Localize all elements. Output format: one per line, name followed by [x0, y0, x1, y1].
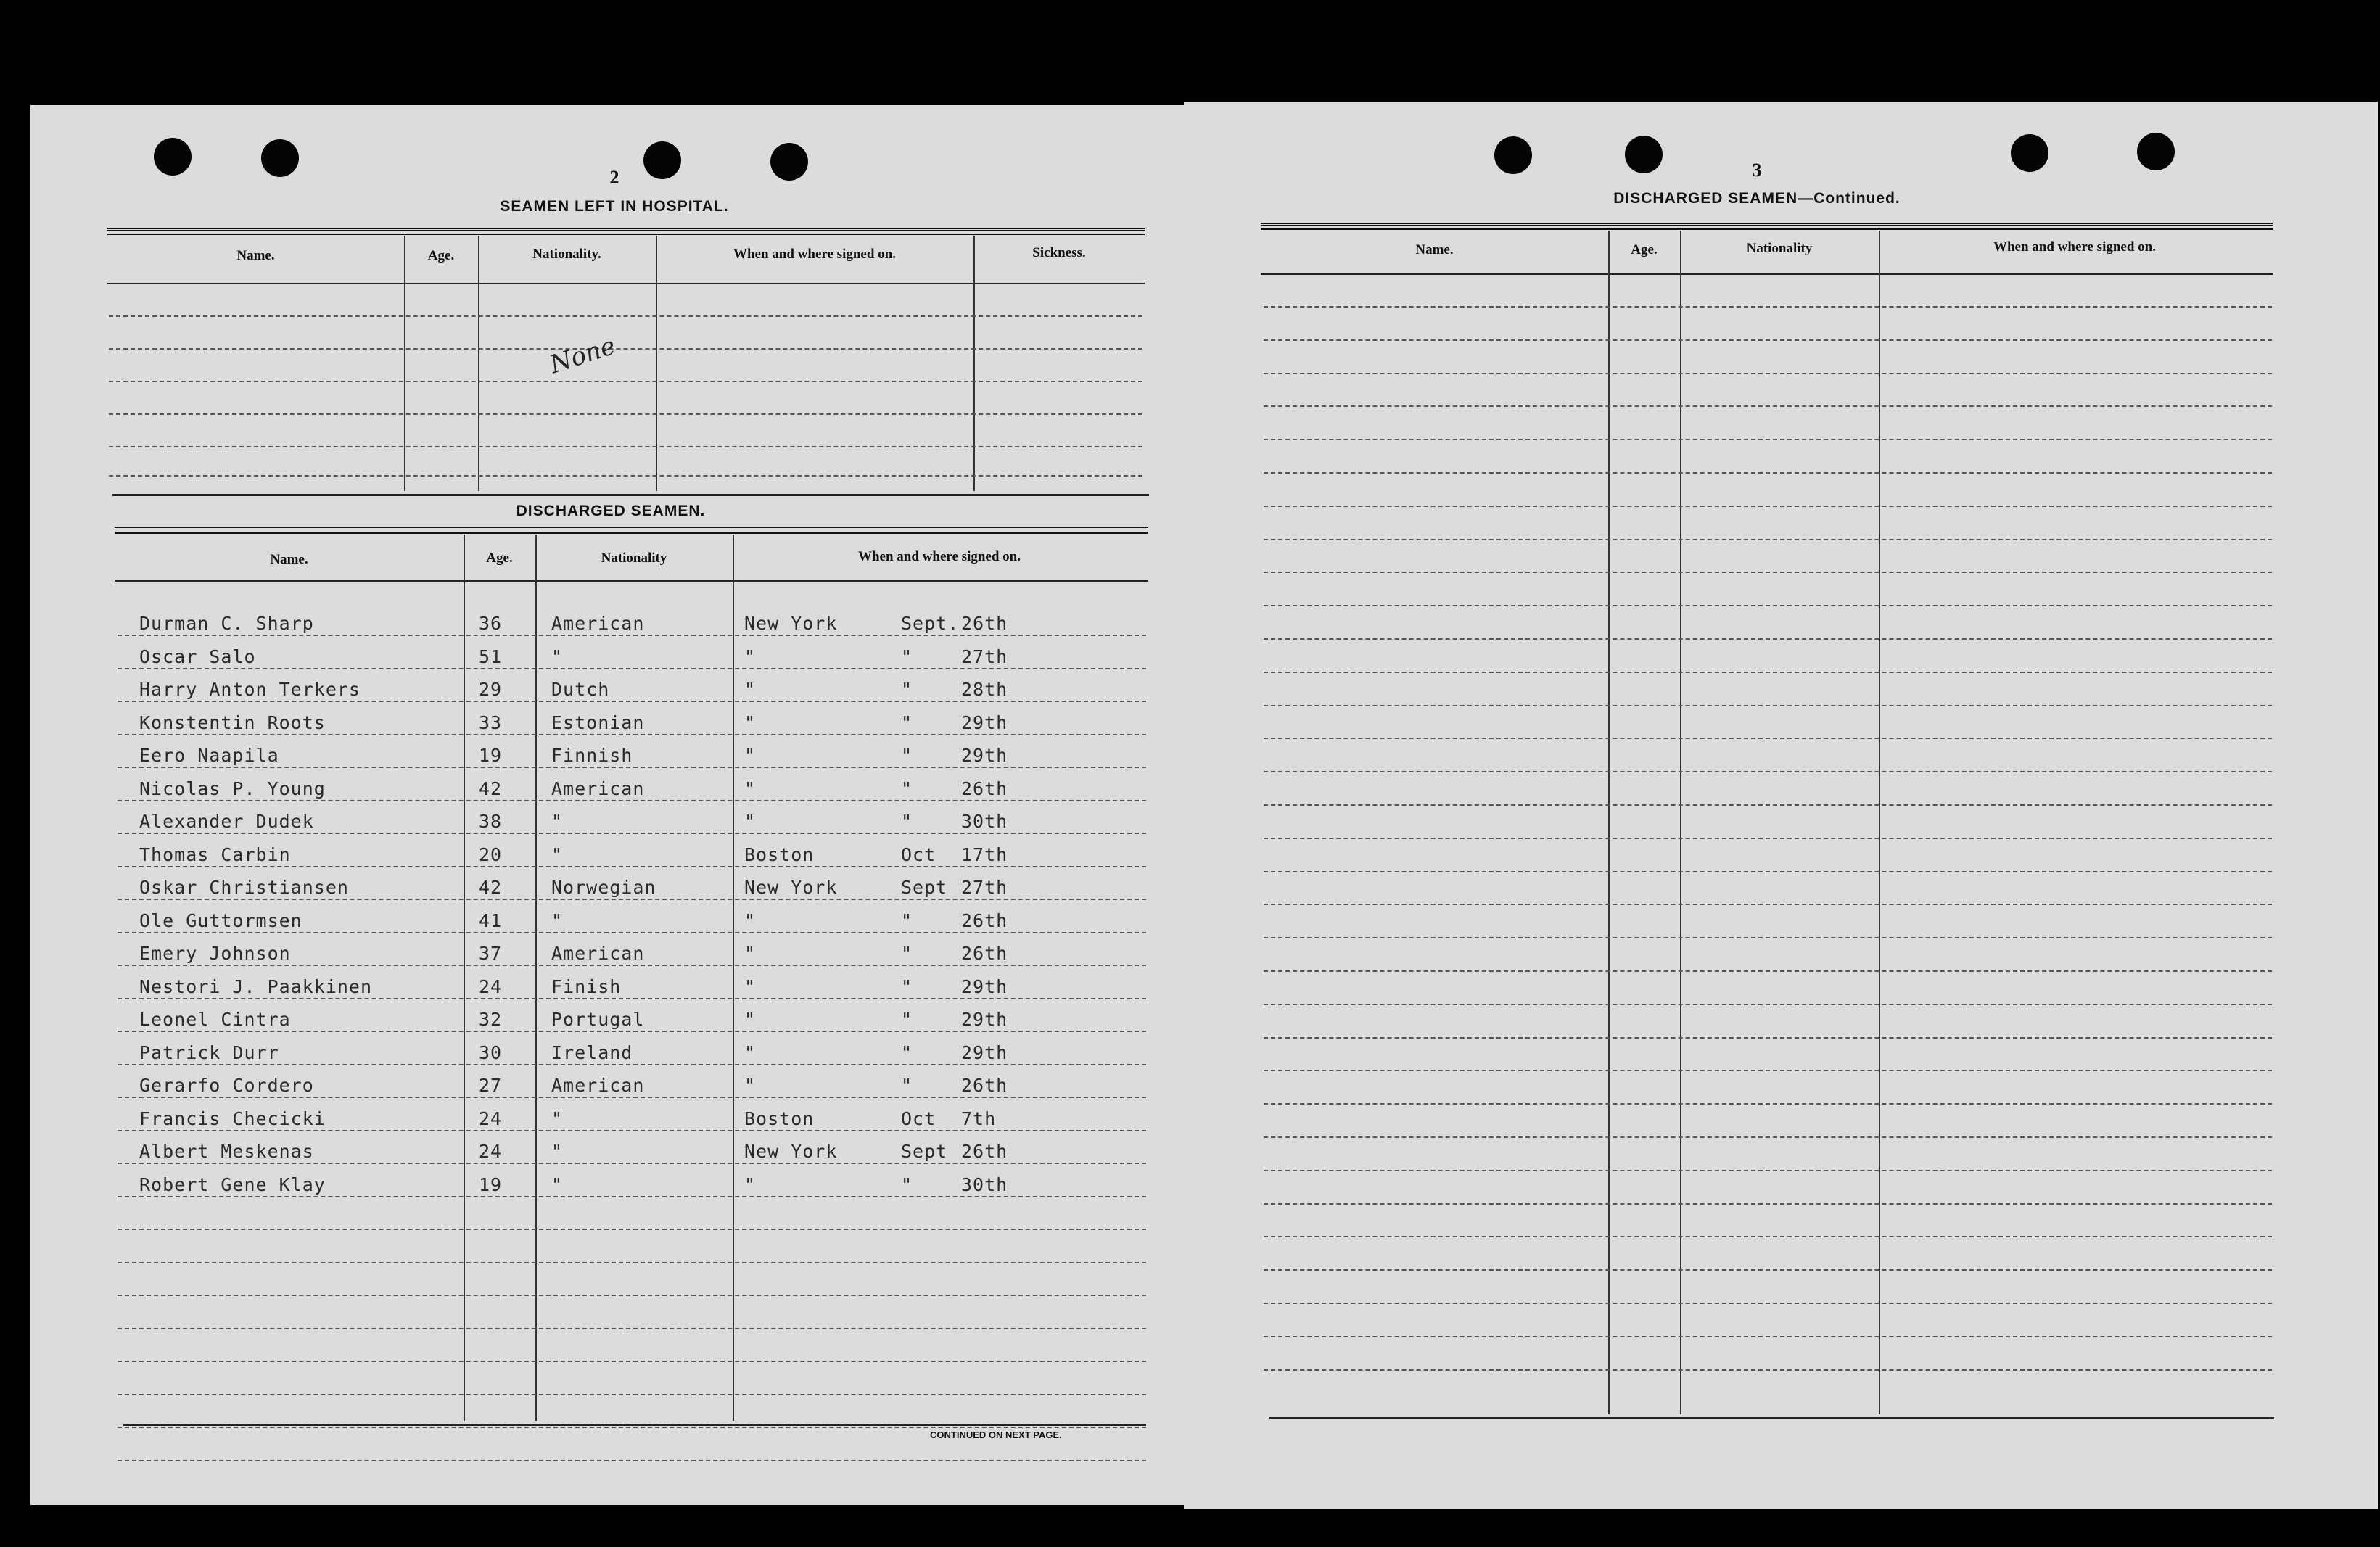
seaman-name: Gerarfo Cordero [139, 1075, 314, 1096]
punch-hole [2137, 133, 2175, 170]
signed-on-place: " [744, 679, 757, 700]
signed-on-month: " [901, 1041, 913, 1063]
signed-on-place: " [744, 777, 757, 799]
punch-hole [2011, 134, 2048, 172]
seaman-name: Ole Guttormsen [139, 909, 302, 931]
signed-on-place: " [744, 943, 757, 964]
row-rule [118, 1097, 1146, 1098]
row-rule [1264, 705, 2272, 706]
col-nationality: Nationality [1746, 241, 1813, 256]
row-rule [1264, 405, 2272, 407]
row-rule [1264, 1369, 2272, 1371]
row-rule [1264, 804, 2272, 806]
row-rule [1264, 937, 2272, 938]
seaman-nationality: " [551, 1173, 564, 1195]
col-name: Name. [236, 248, 275, 263]
row-rule [118, 833, 1146, 834]
signed-on-day: 29th [961, 745, 1008, 766]
page-number: 3 [1752, 160, 1762, 181]
col-name: Name. [1415, 242, 1454, 257]
seaman-name: Konstentin Roots [139, 711, 326, 733]
seaman-nationality: " [551, 909, 564, 931]
signed-on-day: 27th [961, 877, 1008, 898]
row-rule [1264, 306, 2272, 308]
row-rule [118, 1361, 1146, 1362]
signed-on-day: 30th [961, 1173, 1008, 1195]
row-rule [118, 1427, 1146, 1428]
row-rule [118, 767, 1146, 768]
seaman-nationality: American [551, 943, 645, 964]
seaman-nationality: Norwegian [551, 877, 656, 898]
row-rule [1264, 605, 2272, 606]
row-rule [118, 1394, 1146, 1395]
seaman-nationality: Portugal [551, 1009, 645, 1030]
signed-on-month: " [901, 711, 913, 733]
seaman-nationality: " [551, 843, 564, 865]
seaman-age: 38 [479, 811, 503, 832]
signed-on-day: 26th [961, 909, 1008, 931]
right-page [1184, 102, 2378, 1509]
seaman-nationality: American [551, 1075, 645, 1096]
signed-on-place: " [744, 1041, 757, 1063]
signed-on-month: Sept. [901, 613, 960, 634]
row-rule [1264, 638, 2272, 640]
row-rule [118, 1295, 1146, 1296]
seaman-name: Nicolas P. Young [139, 777, 326, 799]
seaman-age: 27 [479, 1075, 503, 1096]
col-age: Age. [427, 248, 455, 263]
signed-on-month: Sept [901, 1141, 948, 1162]
col-nationality: Nationality [601, 550, 667, 566]
row-rule [1264, 1136, 2272, 1138]
seaman-age: 20 [479, 843, 503, 865]
signed-on-month: " [901, 1009, 913, 1030]
row-rule [1264, 1103, 2272, 1105]
signed-on-month: Oct [901, 843, 936, 865]
seaman-nationality: American [551, 613, 645, 634]
seaman-age: 42 [479, 877, 503, 898]
punch-hole [770, 143, 808, 181]
row-rule [1264, 1336, 2272, 1337]
col-name: Name. [270, 552, 308, 567]
row-rule [118, 932, 1146, 933]
signed-on-place: " [744, 645, 757, 667]
row-rule [118, 965, 1146, 966]
signed-on-day: 29th [961, 1009, 1008, 1030]
row-rule [118, 1130, 1146, 1131]
signed-on-day: 17th [961, 843, 1008, 865]
punch-hole [1494, 136, 1532, 174]
col-age: Age. [1631, 242, 1658, 257]
signed-on-month: " [901, 909, 913, 931]
discharged-title: DISCHARGED SEAMEN. [516, 503, 706, 519]
signed-on-month: " [901, 745, 913, 766]
row-rule [1264, 472, 2272, 474]
seaman-age: 24 [479, 1141, 503, 1162]
row-rule [118, 998, 1146, 999]
seaman-nationality: Ireland [551, 1041, 633, 1063]
seaman-age: 37 [479, 943, 503, 964]
row-rule [1264, 1236, 2272, 1237]
punch-hole [261, 139, 299, 177]
row-rule [118, 899, 1146, 900]
row-rule [1264, 1269, 2272, 1271]
signed-on-month: " [901, 777, 913, 799]
signed-on-place: " [744, 1173, 757, 1195]
seaman-name: Alexander Dudek [139, 811, 314, 832]
row-rule [118, 701, 1146, 702]
col-nationality: Nationality. [532, 247, 601, 262]
punch-hole [643, 141, 681, 179]
seaman-name: Francis Checicki [139, 1107, 326, 1129]
signed-on-month: " [901, 943, 913, 964]
seaman-age: 30 [479, 1041, 503, 1063]
seaman-name: Harry Anton Terkers [139, 679, 361, 700]
row-rule [118, 1460, 1146, 1461]
row-rule [118, 1262, 1146, 1263]
signed-on-day: 7th [961, 1107, 997, 1129]
signed-on-day: 29th [961, 975, 1008, 997]
signed-on-day: 30th [961, 811, 1008, 832]
signed-on-place: " [744, 1075, 757, 1096]
row-rule [1264, 1203, 2272, 1205]
signed-on-day: 26th [961, 943, 1008, 964]
signed-on-place: " [744, 811, 757, 832]
seaman-age: 19 [479, 1173, 503, 1195]
signed-on-month: Oct [901, 1107, 936, 1129]
signed-on-place: Boston [744, 843, 815, 865]
col-age: Age. [486, 550, 513, 566]
seaman-name: Oskar Christiansen [139, 877, 349, 898]
signed-on-place: " [744, 745, 757, 766]
seaman-name: Emery Johnson [139, 943, 291, 964]
row-rule [118, 635, 1146, 636]
row-rule [1264, 838, 2272, 839]
row-rule [1264, 339, 2272, 341]
col-signed-on: When and where signed on. [733, 247, 896, 262]
continued-title: DISCHARGED SEAMEN—Continued. [1613, 190, 1901, 207]
page-number: 2 [609, 167, 619, 188]
signed-on-place: New York [744, 1141, 838, 1162]
col-signed-on: When and where signed on. [1993, 239, 2156, 255]
seaman-age: 36 [479, 613, 503, 634]
seaman-name: Robert Gene Klay [139, 1173, 326, 1195]
seaman-age: 33 [479, 711, 503, 733]
continued-footer: CONTINUED ON NEXT PAGE. [930, 1430, 1062, 1440]
left-page [30, 105, 1198, 1505]
row-rule [1264, 1303, 2272, 1304]
seaman-name: Oscar Salo [139, 645, 256, 667]
row-rule [1264, 771, 2272, 772]
signed-on-day: 26th [961, 1141, 1008, 1162]
seaman-name: Durman C. Sharp [139, 613, 314, 634]
row-rule [1264, 904, 2272, 905]
handwritten-note: None [546, 331, 619, 380]
punch-hole [1625, 136, 1663, 173]
signed-on-month: " [901, 679, 913, 700]
row-rule [1264, 506, 2272, 507]
seaman-nationality: " [551, 1107, 564, 1129]
signed-on-place: Boston [744, 1107, 815, 1129]
signed-on-month: " [901, 811, 913, 832]
hospital-title: SEAMEN LEFT IN HOSPITAL. [500, 198, 729, 215]
seaman-name: Albert Meskenas [139, 1141, 314, 1162]
signed-on-day: 28th [961, 679, 1008, 700]
seaman-nationality: Finish [551, 975, 622, 997]
row-rule [118, 1229, 1146, 1230]
signed-on-month: Sept [901, 877, 948, 898]
signed-on-day: 29th [961, 1041, 1008, 1063]
seaman-nationality: Finnish [551, 745, 633, 766]
seaman-name: Thomas Carbin [139, 843, 291, 865]
row-rule [118, 800, 1146, 801]
seaman-name: Patrick Durr [139, 1041, 279, 1063]
row-rule [118, 668, 1146, 669]
row-rule [1264, 970, 2272, 972]
seaman-age: 24 [479, 1107, 503, 1129]
row-rule [1264, 1004, 2272, 1005]
seaman-age: 24 [479, 975, 503, 997]
row-rule [118, 1196, 1146, 1197]
row-rule [118, 734, 1146, 735]
seaman-age: 32 [479, 1009, 503, 1030]
signed-on-day: 29th [961, 711, 1008, 733]
seaman-age: 29 [479, 679, 503, 700]
row-rule [118, 1031, 1146, 1032]
row-rule [1264, 373, 2272, 374]
signed-on-place: " [744, 909, 757, 931]
signed-on-month: " [901, 645, 913, 667]
signed-on-place: " [744, 1009, 757, 1030]
signed-on-day: 26th [961, 1075, 1008, 1096]
row-rule [1264, 871, 2272, 872]
signed-on-day: 27th [961, 645, 1008, 667]
row-rule [118, 1328, 1146, 1329]
signed-on-place: New York [744, 613, 838, 634]
signed-on-place: New York [744, 877, 838, 898]
seaman-name: Leonel Cintra [139, 1009, 291, 1030]
signed-on-place: " [744, 975, 757, 997]
row-rule [1264, 672, 2272, 673]
row-rule [1264, 439, 2272, 440]
row-rule [1264, 1070, 2272, 1071]
seaman-name: Nestori J. Paakkinen [139, 975, 373, 997]
signed-on-month: " [901, 1075, 913, 1096]
seaman-age: 42 [479, 777, 503, 799]
row-rule [118, 1064, 1146, 1065]
seaman-nationality: American [551, 777, 645, 799]
seaman-nationality: " [551, 645, 564, 667]
seaman-nationality: " [551, 811, 564, 832]
seaman-age: 51 [479, 645, 503, 667]
seaman-nationality: Dutch [551, 679, 610, 700]
row-rule [1264, 539, 2272, 540]
seaman-nationality: Estonian [551, 711, 645, 733]
row-rule [118, 866, 1146, 867]
signed-on-day: 26th [961, 777, 1008, 799]
punch-hole [154, 138, 192, 176]
row-rule [1264, 1170, 2272, 1171]
row-rule [1264, 738, 2272, 739]
seaman-age: 19 [479, 745, 503, 766]
row-rule [1264, 572, 2272, 573]
row-rule [118, 1163, 1146, 1164]
seaman-age: 41 [479, 909, 503, 931]
signed-on-month: " [901, 1173, 913, 1195]
col-sickness: Sickness. [1032, 245, 1086, 260]
signed-on-day: 26th [961, 613, 1008, 634]
seaman-name: Eero Naapila [139, 745, 279, 766]
col-signed-on: When and where signed on. [857, 549, 1021, 564]
signed-on-place: " [744, 711, 757, 733]
seaman-nationality: " [551, 1141, 564, 1162]
row-rule [1264, 1037, 2272, 1039]
signed-on-month: " [901, 975, 913, 997]
